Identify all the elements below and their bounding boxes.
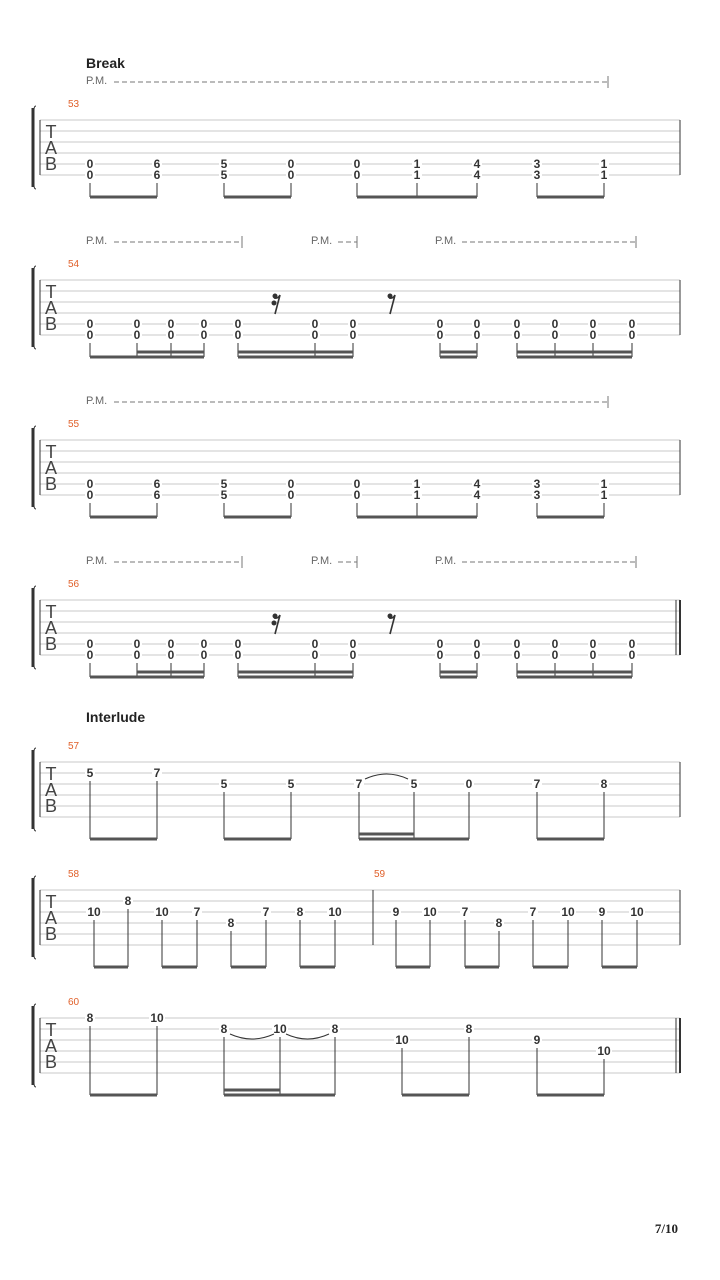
tab-clef-letter: T <box>45 122 57 142</box>
fret-number: 0 <box>551 637 559 651</box>
tab-staff <box>33 235 680 357</box>
tab-staff <box>33 869 680 967</box>
palm-mute-label: P.M. <box>86 75 108 87</box>
fret-number: 10 <box>155 905 169 919</box>
fret-number: 0 <box>167 637 175 651</box>
palm-mute-label: P.M. <box>435 235 457 247</box>
fret-number: 7 <box>153 766 161 780</box>
fret-number: 1 <box>600 477 608 491</box>
fret-number: 0 <box>287 168 295 182</box>
fret-number: 0 <box>200 317 208 331</box>
tie <box>286 1034 329 1039</box>
tab-clef-letter: T <box>45 1020 57 1040</box>
fret-number: 0 <box>167 648 175 662</box>
measure-number: 53 <box>68 99 80 110</box>
fret-number: 0 <box>473 648 481 662</box>
tab-clef-letter: B <box>44 154 58 174</box>
palm-mute-label: P.M. <box>435 555 457 567</box>
fret-number: 0 <box>628 648 636 662</box>
measure-number: 55 <box>68 419 80 430</box>
fret-number: 0 <box>311 648 319 662</box>
fret-number: 0 <box>311 328 319 342</box>
fret-number: 0 <box>349 328 357 342</box>
palm-mute-label: P.M. <box>311 235 333 247</box>
fret-number: 8 <box>220 1022 228 1036</box>
fret-number: 5 <box>220 477 228 491</box>
fret-number: 1 <box>600 168 608 182</box>
fret-number: 0 <box>287 488 295 502</box>
fret-number: 8 <box>227 916 235 930</box>
fret-number: 0 <box>551 317 559 331</box>
fret-number: 0 <box>311 637 319 651</box>
fret-number: 4 <box>473 488 481 502</box>
fret-number: 1 <box>600 157 608 171</box>
fret-number: 0 <box>311 317 319 331</box>
tie <box>230 1034 274 1039</box>
fret-number: 0 <box>349 637 357 651</box>
fret-number: 1 <box>413 488 421 502</box>
fret-number: 0 <box>86 477 94 491</box>
fret-number: 5 <box>220 168 228 182</box>
fret-number: 5 <box>86 766 94 780</box>
measure-number: 54 <box>68 259 80 270</box>
fret-number: 0 <box>234 648 242 662</box>
tab-clef-letter: A <box>44 618 58 638</box>
fret-number: 0 <box>133 648 141 662</box>
tab-clef-letter: T <box>45 282 57 302</box>
tab-clef-letter: B <box>44 1052 58 1072</box>
fret-number: 10 <box>328 905 342 919</box>
tab-clef-letter: T <box>45 602 57 622</box>
fret-number: 0 <box>86 637 94 651</box>
fret-number: 10 <box>87 905 101 919</box>
fret-number: 0 <box>167 317 175 331</box>
fret-number: 0 <box>234 317 242 331</box>
fret-number: 0 <box>353 477 361 491</box>
fret-number: 9 <box>533 1033 541 1047</box>
fret-number: 10 <box>597 1044 611 1058</box>
fret-number: 5 <box>287 777 295 791</box>
fret-number: 3 <box>533 168 541 182</box>
fret-number: 0 <box>473 328 481 342</box>
fret-number: 0 <box>133 637 141 651</box>
fret-number: 1 <box>413 157 421 171</box>
measure-number: 58 <box>68 869 80 880</box>
fret-number: 0 <box>473 317 481 331</box>
fret-number: 0 <box>86 317 94 331</box>
fret-number: 0 <box>589 317 597 331</box>
fret-number: 0 <box>349 317 357 331</box>
tab-clef-letter: B <box>44 796 58 816</box>
fret-number: 3 <box>533 477 541 491</box>
fret-number: 1 <box>413 168 421 182</box>
fret-number: 0 <box>551 328 559 342</box>
fret-number: 0 <box>628 317 636 331</box>
palm-mute-label: P.M. <box>86 235 108 247</box>
fret-number: 6 <box>153 157 161 171</box>
fret-number: 0 <box>628 637 636 651</box>
tab-clef-letter: A <box>44 908 58 928</box>
rest-stem <box>389 295 395 314</box>
fret-number: 7 <box>193 905 201 919</box>
fret-number: 0 <box>628 328 636 342</box>
palm-mute-label: P.M. <box>86 555 108 567</box>
fret-number: 1 <box>600 488 608 502</box>
fret-number: 0 <box>86 157 94 171</box>
fret-number: 0 <box>589 648 597 662</box>
16th-rest <box>272 614 281 635</box>
16th-rest <box>272 294 281 315</box>
8th-rest <box>388 294 396 315</box>
fret-number: 8 <box>86 1011 94 1025</box>
fret-number: 5 <box>410 777 418 791</box>
fret-number: 0 <box>349 648 357 662</box>
fret-number: 4 <box>473 168 481 182</box>
fret-number: 3 <box>533 488 541 502</box>
fret-number: 0 <box>353 168 361 182</box>
fret-number: 0 <box>133 317 141 331</box>
tab-clef-letter: T <box>45 442 57 462</box>
fret-number: 0 <box>287 477 295 491</box>
fret-number: 5 <box>220 488 228 502</box>
fret-number: 0 <box>86 648 94 662</box>
fret-number: 8 <box>465 1022 473 1036</box>
fret-number: 0 <box>200 648 208 662</box>
fret-number: 0 <box>353 157 361 171</box>
fret-number: 0 <box>436 328 444 342</box>
section-title-break: Break <box>86 55 125 71</box>
fret-number: 0 <box>200 637 208 651</box>
fret-number: 10 <box>630 905 644 919</box>
fret-number: 10 <box>395 1033 409 1047</box>
rest-flag-dot <box>272 301 277 306</box>
fret-number: 0 <box>513 317 521 331</box>
tab-staff <box>33 997 680 1095</box>
fret-number: 10 <box>150 1011 164 1025</box>
fret-number: 7 <box>529 905 537 919</box>
measure-number: 57 <box>68 741 80 752</box>
tab-clef-letter: B <box>44 634 58 654</box>
fret-number: 7 <box>262 905 270 919</box>
fret-number: 7 <box>461 905 469 919</box>
tab-clef-letter: B <box>44 314 58 334</box>
fret-number: 0 <box>513 328 521 342</box>
fret-number: 5 <box>220 157 228 171</box>
fret-number: 1 <box>413 477 421 491</box>
tab-staff <box>33 555 680 677</box>
fret-number: 0 <box>86 328 94 342</box>
tab-clef-letter: B <box>44 474 58 494</box>
rest-flag-dot <box>272 621 277 626</box>
fret-number: 0 <box>234 328 242 342</box>
fret-number: 3 <box>533 157 541 171</box>
fret-number: 0 <box>473 637 481 651</box>
tab-clef-letter: A <box>44 458 58 478</box>
tab-clef-letter: B <box>44 924 58 944</box>
measure-number: 60 <box>68 997 80 1008</box>
fret-number: 10 <box>423 905 437 919</box>
measure-number: 59 <box>374 869 386 880</box>
fret-number: 0 <box>353 488 361 502</box>
section-title-interlude: Interlude <box>86 709 146 725</box>
tab-clef-letter: A <box>44 298 58 318</box>
fret-number: 8 <box>296 905 304 919</box>
fret-number: 0 <box>513 648 521 662</box>
fret-number: 0 <box>551 648 559 662</box>
fret-number: 8 <box>124 894 132 908</box>
fret-number: 0 <box>133 328 141 342</box>
fret-number: 8 <box>495 916 503 930</box>
fret-number: 0 <box>465 777 473 791</box>
page-number: 7/10 <box>654 1221 678 1236</box>
8th-rest <box>388 614 396 635</box>
fret-number: 7 <box>533 777 541 791</box>
fret-number: 0 <box>86 168 94 182</box>
fret-number: 10 <box>273 1022 287 1036</box>
fret-number: 10 <box>561 905 575 919</box>
palm-mute-label: P.M. <box>86 395 108 407</box>
fret-number: 0 <box>200 328 208 342</box>
measure-number: 56 <box>68 579 80 590</box>
fret-number: 8 <box>331 1022 339 1036</box>
fret-number: 0 <box>234 637 242 651</box>
fret-number: 0 <box>436 317 444 331</box>
palm-mute-label: P.M. <box>311 555 333 567</box>
fret-number: 0 <box>589 637 597 651</box>
fret-number: 0 <box>167 328 175 342</box>
fret-number: 8 <box>600 777 608 791</box>
fret-number: 6 <box>153 477 161 491</box>
fret-number: 6 <box>153 488 161 502</box>
fret-number: 5 <box>220 777 228 791</box>
fret-number: 0 <box>86 488 94 502</box>
fret-number: 9 <box>598 905 606 919</box>
fret-number: 4 <box>473 157 481 171</box>
fret-number: 6 <box>153 168 161 182</box>
fret-number: 0 <box>287 157 295 171</box>
fret-number: 4 <box>473 477 481 491</box>
fret-number: 0 <box>436 648 444 662</box>
tab-clef-letter: A <box>44 780 58 800</box>
fret-number: 7 <box>355 777 363 791</box>
tab-clef-letter: A <box>44 1036 58 1056</box>
tab-clef-letter: T <box>45 764 57 784</box>
fret-number: 0 <box>589 328 597 342</box>
tab-clef-letter: A <box>44 138 58 158</box>
rest-stem <box>389 615 395 634</box>
fret-number: 0 <box>513 637 521 651</box>
fret-number: 0 <box>436 637 444 651</box>
tab-clef-letter: T <box>45 892 57 912</box>
fret-number: 9 <box>392 905 400 919</box>
slur <box>365 774 408 779</box>
